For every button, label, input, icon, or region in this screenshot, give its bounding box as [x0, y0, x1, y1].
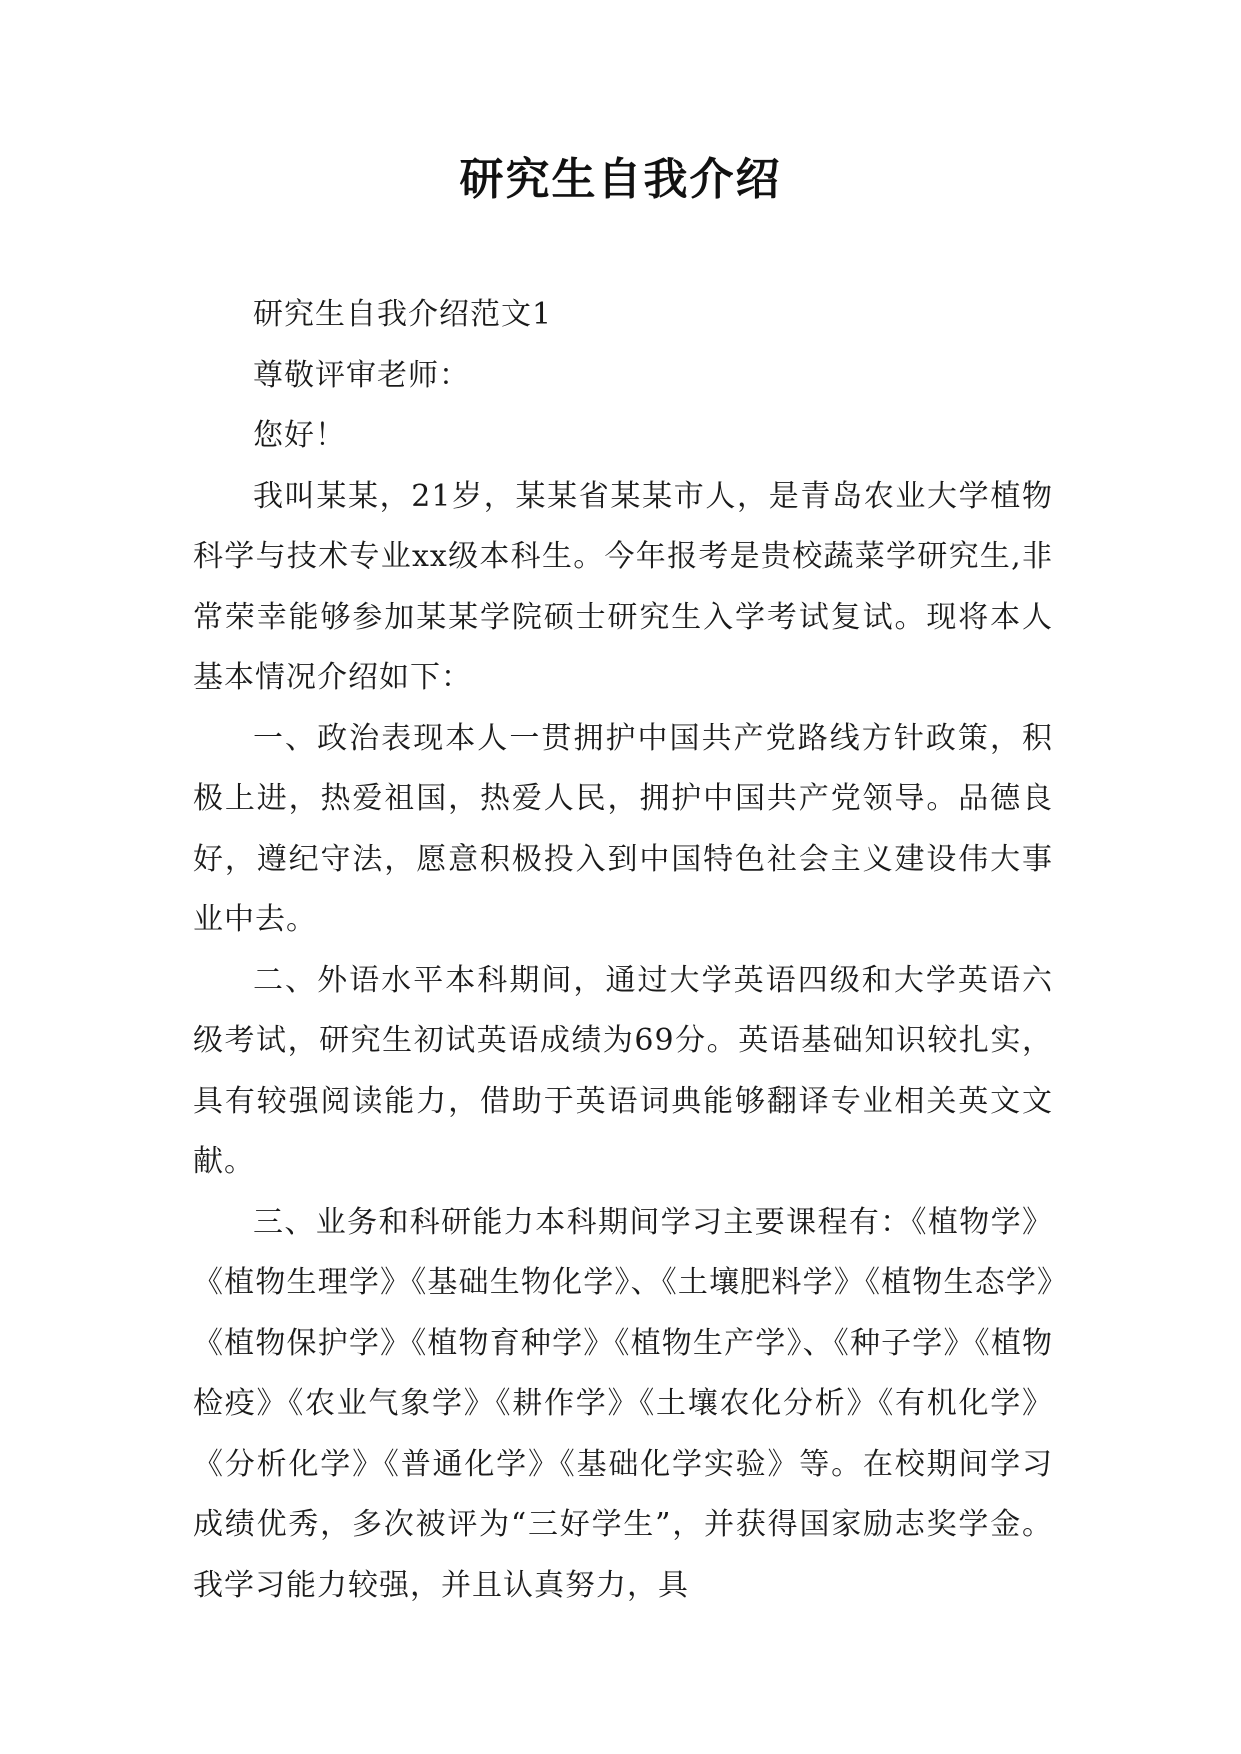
politics-paragraph: 一、政治表现本人一贯拥护中国共产党路线方针政策，积极上进，热爱祖国，热爱人民，拥护中国共产党领导。品德良好，遵纪守法，愿意积极投入到中国特色社会主义建设伟大事业中去。 [193, 720, 1053, 937]
intro-paragraph: 我叫某某，21岁，某某省某某市人，是青岛农业大学植物科学与技术专业xx级本科生。今年报考是贵校蔬菜学研究生,非常荣幸能够参加某某学院硕士研究生入学考试复试。现将本人基本情况介绍如下： [193, 478, 1053, 695]
greeting-paragraph: 您好！ [253, 418, 346, 453]
language-paragraph: 二、外语水平本科期间，通过大学英语四级和大学英语六级考试，研究生初试英语成绩为69分。英语基础知识较扎实，具有较强阅读能力，借助于英语词典能够翻译专业相关英文文献。 [193, 962, 1053, 1179]
salutation-paragraph: 尊敬评审老师： [253, 357, 470, 393]
page-title: 研究生自我介绍 [459, 154, 782, 205]
research-paragraph: 三、业务和科研能力本科期间学习主要课程有：《植物学》《植物生理学》《基础生物化学》、《土壤肥料学》《植物生态学》《植物保护学》《植物育种学》《植物生产学》、《种子学》《植物检疫》《农业气象学》《耕作学》《土壤农化分析》《有机化学》《分析化学》《普通化学》《基础化学实验》等。在校期间学习成绩优秀，多次被评为“三好学生”，并获得国家励志奖学金。我学习能力较强，并且认真努力，具 [193, 1204, 1053, 1603]
subtitle-paragraph: 研究生自我介绍范文1 [253, 297, 553, 332]
document-body [193, 285, 1053, 1616]
